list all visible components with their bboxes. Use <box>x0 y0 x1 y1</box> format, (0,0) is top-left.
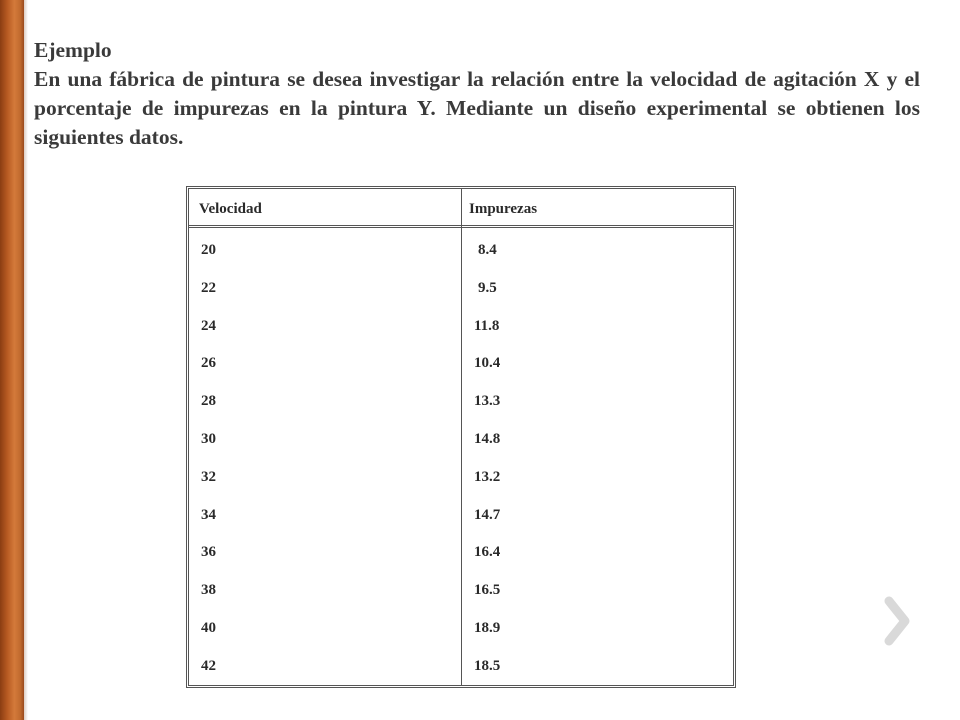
cell-impurezas: 13.3 <box>474 393 501 409</box>
slide-heading: Ejemplo <box>34 38 112 62</box>
cell-impurezas: 8.4 <box>478 242 497 258</box>
header-divider <box>189 225 733 228</box>
cell-velocidad: 32 <box>201 469 216 485</box>
cell-velocidad: 36 <box>201 544 216 560</box>
cell-impurezas: 14.8 <box>474 431 501 447</box>
cell-velocidad: 28 <box>201 393 216 409</box>
cell-velocidad: 24 <box>201 318 216 334</box>
cell-velocidad: 42 <box>201 658 216 674</box>
data-table <box>186 186 736 688</box>
cell-velocidad: 38 <box>201 582 216 598</box>
header-velocidad: Velocidad <box>199 201 262 217</box>
cell-velocidad: 22 <box>201 280 216 296</box>
chevron-right-icon[interactable] <box>883 596 915 646</box>
cell-impurezas: 9.5 <box>478 280 497 296</box>
cell-impurezas: 11.8 <box>474 318 500 334</box>
cell-impurezas: 16.5 <box>474 582 501 598</box>
cell-velocidad: 20 <box>201 242 216 258</box>
cell-impurezas: 16.4 <box>474 544 501 560</box>
cell-impurezas: 18.9 <box>474 620 501 636</box>
cell-impurezas: 14.7 <box>474 507 501 523</box>
cell-impurezas: 18.5 <box>474 658 501 674</box>
slide-text <box>34 36 920 152</box>
cell-velocidad: 26 <box>201 355 216 371</box>
cell-velocidad: 30 <box>201 431 216 447</box>
header-impurezas: Impurezas <box>469 201 538 217</box>
left-accent-bar <box>0 0 24 720</box>
column-divider <box>461 189 462 685</box>
cell-velocidad: 34 <box>201 507 216 523</box>
slide-body: En una fábrica de pintura se desea investigar la relación entre la velocidad de agitación X y el porcentaje de impurezas en la pintura Y. Mediante un diseño experimental se obtienen los siguientes datos. <box>34 67 920 149</box>
cell-impurezas: 13.2 <box>474 469 501 485</box>
cell-velocidad: 40 <box>201 620 216 636</box>
cell-impurezas: 10.4 <box>474 355 501 371</box>
